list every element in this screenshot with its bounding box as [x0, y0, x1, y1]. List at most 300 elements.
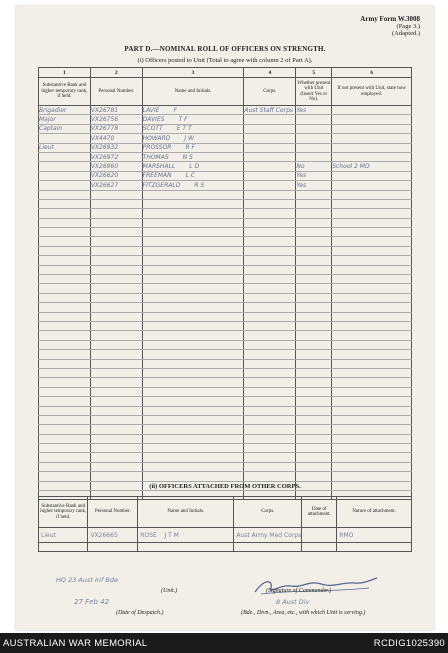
surname: MARSHALL	[142, 163, 176, 171]
officers-attached-table	[38, 496, 412, 552]
present-cell	[296, 265, 332, 274]
initials: J T M	[164, 531, 179, 539]
rank-cell: Brigadier	[39, 106, 91, 115]
corps-cell	[244, 134, 296, 143]
table-row	[39, 528, 412, 543]
employed-cell	[332, 350, 412, 359]
present-cell	[296, 312, 332, 321]
blank-row	[39, 378, 412, 387]
blank-row	[39, 350, 412, 359]
part-d-subtitle: (i) Officers posted to Unit (Total to agree with column 2 of Part A).	[137, 57, 313, 64]
name-cell	[142, 162, 244, 171]
corps-cell	[244, 190, 296, 199]
employed-cell	[332, 397, 412, 406]
header-nature-attachment: Nature of attachment.	[337, 497, 412, 528]
present-cell	[296, 462, 332, 471]
personal-number-cell	[90, 462, 142, 471]
personal-number-cell	[90, 190, 142, 199]
column-number: 6	[332, 68, 412, 78]
employed-cell	[332, 425, 412, 434]
present-cell	[296, 218, 332, 227]
form-sheet	[16, 6, 434, 630]
corps-cell	[244, 359, 296, 368]
name-cell	[142, 453, 244, 462]
corps-cell	[244, 453, 296, 462]
nature-cell: RMO	[337, 528, 412, 543]
employed-cell	[332, 293, 412, 302]
personal-number-cell	[90, 444, 142, 453]
rank-cell	[39, 350, 91, 359]
blank-row	[39, 425, 412, 434]
blank-row	[39, 228, 412, 237]
employed-cell	[332, 115, 412, 124]
blank-row	[39, 444, 412, 453]
present-cell: Yes	[296, 181, 332, 190]
employed-cell	[332, 406, 412, 415]
employed-cell	[332, 303, 412, 312]
column-number-row	[39, 68, 412, 78]
personal-number-cell	[90, 228, 142, 237]
unit-handwritten: HQ 23 Aust Inf Bde	[56, 576, 118, 584]
employed-cell	[332, 134, 412, 143]
rank-cell: Lieut	[39, 143, 91, 152]
rank-cell	[39, 425, 91, 434]
name-cell	[142, 321, 244, 330]
rank-cell: Captain	[39, 124, 91, 133]
name-cell	[142, 312, 244, 321]
rank-cell	[39, 303, 91, 312]
employed-cell	[332, 321, 412, 330]
rank-cell	[39, 190, 91, 199]
corps-cell	[244, 378, 296, 387]
employed-cell	[332, 453, 412, 462]
table-row	[39, 106, 412, 115]
header-rank: Substantive Rank and higher temporary rank, if held.	[39, 497, 88, 528]
employed-cell	[332, 434, 412, 443]
name-cell	[142, 378, 244, 387]
corps-cell	[244, 321, 296, 330]
personal-number-cell	[90, 406, 142, 415]
blank-row	[39, 209, 412, 218]
corps-cell	[244, 246, 296, 255]
personal-number-cell: VX26778	[90, 124, 142, 133]
name-cell	[142, 106, 244, 115]
employed-cell	[332, 284, 412, 293]
employed-cell	[332, 209, 412, 218]
personal-number-cell	[90, 265, 142, 274]
employed-cell	[332, 152, 412, 161]
name-cell	[142, 284, 244, 293]
name-cell	[142, 134, 244, 143]
employed-cell	[332, 368, 412, 377]
initials: L C	[185, 172, 196, 180]
name-cell	[142, 209, 244, 218]
header-employed: If not present with Unit, state how employed.	[332, 78, 412, 106]
corps-cell	[244, 406, 296, 415]
corps-cell	[244, 171, 296, 180]
surname: ROSE	[140, 531, 157, 539]
blank-row	[39, 543, 412, 552]
name-cell	[142, 218, 244, 227]
surname: LAVIE	[142, 106, 160, 114]
rank-cell	[39, 472, 91, 481]
present-cell	[296, 415, 332, 424]
rank-cell	[39, 181, 91, 190]
employed-cell	[332, 171, 412, 180]
blank-row	[39, 359, 412, 368]
present-cell	[296, 152, 332, 161]
header-name: Name and Initials.	[142, 78, 244, 106]
corps-cell	[244, 228, 296, 237]
archive-bar	[0, 633, 448, 653]
rank-cell	[39, 359, 91, 368]
present-cell	[296, 190, 332, 199]
blank-row	[39, 218, 412, 227]
rank-cell	[39, 387, 91, 396]
present-cell	[296, 124, 332, 133]
employed-cell	[332, 256, 412, 265]
name-cell	[142, 359, 244, 368]
table-row	[39, 124, 412, 133]
surname: THOMAS	[142, 153, 169, 161]
present-cell	[296, 275, 332, 284]
blank-row	[39, 397, 412, 406]
personal-number-cell	[90, 340, 142, 349]
name-cell	[142, 293, 244, 302]
present-cell	[296, 115, 332, 124]
adapted-note: (Adapted.)	[392, 30, 420, 37]
name-cell	[142, 143, 244, 152]
corps-cell	[244, 472, 296, 481]
employed-cell	[332, 359, 412, 368]
blank-row	[39, 312, 412, 321]
present-cell	[296, 472, 332, 481]
name-cell	[142, 425, 244, 434]
rank-cell	[39, 228, 91, 237]
employed-cell	[332, 265, 412, 274]
table-row	[39, 143, 412, 152]
personal-number-cell	[90, 321, 142, 330]
rank-cell	[39, 415, 91, 424]
column-number: 5	[296, 68, 332, 78]
rank-cell	[39, 444, 91, 453]
name-cell	[142, 444, 244, 453]
present-cell	[296, 359, 332, 368]
blank-row	[39, 293, 412, 302]
column-number: 2	[90, 68, 142, 78]
date-caption: (Date of Despatch.)	[116, 610, 164, 616]
corps-cell	[244, 387, 296, 396]
personal-number-cell	[90, 415, 142, 424]
personal-number-cell	[90, 472, 142, 481]
employed-cell	[332, 143, 412, 152]
blank-row	[39, 406, 412, 415]
name-cell	[142, 171, 244, 180]
blank-row	[39, 246, 412, 255]
present-cell: Yes	[296, 106, 332, 115]
name-cell	[142, 152, 244, 161]
blank-row	[39, 368, 412, 377]
name-cell	[142, 256, 244, 265]
rank-cell	[39, 209, 91, 218]
personal-number-cell	[90, 312, 142, 321]
corps-cell	[244, 218, 296, 227]
personal-number-cell: VX26627	[90, 181, 142, 190]
initials: N S	[182, 153, 193, 161]
name-cell	[142, 115, 244, 124]
present-cell	[296, 406, 332, 415]
rank-cell	[39, 218, 91, 227]
blank-row	[39, 462, 412, 471]
corps-cell	[244, 162, 296, 171]
present-cell	[296, 134, 332, 143]
blank-row	[39, 303, 412, 312]
personal-number-cell	[90, 425, 142, 434]
name-cell	[142, 350, 244, 359]
present-cell	[296, 209, 332, 218]
name-cell	[142, 368, 244, 377]
present-cell: No	[296, 162, 332, 171]
employed-cell	[332, 181, 412, 190]
initials: R S	[194, 181, 205, 189]
rank-cell	[39, 199, 91, 208]
blank-row	[39, 237, 412, 246]
present-cell	[296, 199, 332, 208]
name-cell	[142, 190, 244, 199]
employed-cell	[332, 237, 412, 246]
personal-number-cell: VX4470	[90, 134, 142, 143]
present-cell	[296, 293, 332, 302]
table-row	[39, 162, 412, 171]
header-personal-number: Personal Number.	[90, 78, 142, 106]
personal-number-cell: VX26960	[90, 162, 142, 171]
name-cell	[142, 331, 244, 340]
rank-cell	[39, 462, 91, 471]
archive-name: AUSTRALIAN WAR MEMORIAL	[3, 638, 148, 649]
corps-cell	[244, 312, 296, 321]
name-cell	[142, 472, 244, 481]
blank-row	[39, 415, 412, 424]
personal-number-cell	[90, 284, 142, 293]
personal-number-cell	[90, 246, 142, 255]
employed-cell	[332, 340, 412, 349]
area-handwritten: 8 Aust Div	[276, 598, 310, 606]
initials: F	[173, 106, 177, 114]
present-cell	[296, 453, 332, 462]
rank-cell	[39, 237, 91, 246]
employed-cell	[332, 415, 412, 424]
present-cell: Yes	[296, 171, 332, 180]
table-row	[39, 171, 412, 180]
present-cell	[296, 444, 332, 453]
present-cell	[296, 425, 332, 434]
present-cell	[296, 378, 332, 387]
form-footer	[16, 566, 434, 626]
initials: T F	[178, 116, 188, 124]
corps-cell	[244, 303, 296, 312]
personal-number-cell: VX26756	[90, 115, 142, 124]
personal-number-cell	[90, 256, 142, 265]
employed-cell	[332, 199, 412, 208]
corps-cell	[244, 209, 296, 218]
corps-cell	[244, 275, 296, 284]
rank-cell	[39, 378, 91, 387]
corps-cell	[244, 115, 296, 124]
corps-cell	[244, 415, 296, 424]
corps-cell	[244, 434, 296, 443]
corps-cell	[244, 462, 296, 471]
page-number: (Page 3.)	[396, 23, 420, 30]
blank-row	[39, 340, 412, 349]
present-cell	[296, 331, 332, 340]
employed-cell	[332, 378, 412, 387]
employed-cell	[332, 246, 412, 255]
personal-number-cell: VX26781	[90, 106, 142, 115]
present-cell	[296, 303, 332, 312]
corps-cell	[244, 425, 296, 434]
present-cell	[296, 237, 332, 246]
blank-row	[39, 453, 412, 462]
personal-number-cell	[90, 237, 142, 246]
header-rank: Substantive Rank and higher temporary rank, if held.	[39, 78, 91, 106]
archive-id: RCDIG1025390	[373, 638, 445, 649]
name-cell	[142, 462, 244, 471]
surname: DAVIES	[142, 116, 165, 124]
name-cell	[142, 397, 244, 406]
personal-number-cell	[90, 331, 142, 340]
blank-row	[39, 472, 412, 481]
name-cell	[142, 387, 244, 396]
personal-number-cell	[90, 209, 142, 218]
corps-cell	[244, 237, 296, 246]
name-cell	[142, 124, 244, 133]
blank-row	[39, 387, 412, 396]
header-personal-number: Personal Number.	[88, 497, 138, 528]
corps-cell	[244, 368, 296, 377]
rank-cell	[39, 171, 91, 180]
rank-cell	[39, 256, 91, 265]
rank-cell	[39, 293, 91, 302]
initials: J W	[184, 134, 195, 142]
name-cell	[142, 434, 244, 443]
personal-number-cell	[90, 453, 142, 462]
corps-cell: Aust Staff Corps	[244, 106, 296, 115]
present-cell	[296, 321, 332, 330]
employed-cell	[332, 312, 412, 321]
personal-number-cell	[90, 293, 142, 302]
corps-cell	[244, 350, 296, 359]
blank-row	[39, 331, 412, 340]
present-cell	[296, 228, 332, 237]
employed-cell	[332, 472, 412, 481]
personal-number-cell	[90, 368, 142, 377]
area-caption: (Bde., Divn., Area, etc., with which Unit is serving.)	[241, 610, 366, 616]
part-d2-title: (ii) OFFICERS ATTACHED FROM OTHER CORPS.	[149, 483, 301, 490]
employed-cell	[332, 331, 412, 340]
rank-cell	[39, 453, 91, 462]
present-cell	[296, 434, 332, 443]
rank-cell: Lieut	[39, 528, 88, 543]
table-row	[39, 152, 412, 161]
personal-number-cell	[90, 378, 142, 387]
column-number: 3	[142, 68, 244, 78]
blank-row	[39, 434, 412, 443]
present-cell	[296, 340, 332, 349]
rank-cell	[39, 284, 91, 293]
initials: L D	[189, 163, 200, 171]
present-cell	[296, 368, 332, 377]
rank-cell	[39, 246, 91, 255]
rank-cell	[39, 162, 91, 171]
employed-cell	[332, 462, 412, 471]
present-cell	[296, 397, 332, 406]
surname: HOWARD	[142, 134, 171, 142]
personal-number-cell	[90, 303, 142, 312]
employed-cell	[332, 218, 412, 227]
header-corps: Corps.	[244, 78, 296, 106]
header-row	[39, 78, 412, 106]
rank-cell	[39, 368, 91, 377]
rank-cell	[39, 152, 91, 161]
employed-cell	[332, 124, 412, 133]
blank-row	[39, 284, 412, 293]
part-d-title: PART D.—NOMINAL ROLL OF OFFICERS ON STRENGTH.	[124, 45, 326, 53]
present-cell	[296, 350, 332, 359]
signature-caption: (Signature of Commander.)	[266, 588, 332, 594]
corps-cell	[244, 284, 296, 293]
personal-number-cell	[90, 350, 142, 359]
personal-number-cell	[90, 397, 142, 406]
employed-cell: School 2 MD	[332, 162, 412, 171]
surname: FREEMAN	[142, 172, 172, 180]
present-cell	[296, 256, 332, 265]
present-cell	[296, 284, 332, 293]
column-number: 4	[244, 68, 296, 78]
corps-cell	[244, 256, 296, 265]
name-cell	[142, 415, 244, 424]
name-cell	[142, 228, 244, 237]
rank-cell	[39, 397, 91, 406]
corps-cell	[244, 397, 296, 406]
surname: PROSSOR	[142, 144, 172, 152]
army-form-number: Army Form W.3008	[360, 15, 420, 23]
rank-cell	[39, 340, 91, 349]
employed-cell	[332, 190, 412, 199]
corps-cell: Aust Army Med Corps	[234, 528, 302, 543]
corps-cell	[244, 143, 296, 152]
table-row	[39, 181, 412, 190]
personal-number-cell: VX26665	[88, 528, 138, 543]
corps-cell	[244, 152, 296, 161]
personal-number-cell: VX26972	[90, 152, 142, 161]
employed-cell	[332, 106, 412, 115]
personal-number-cell	[90, 275, 142, 284]
header-corps: Corps.	[234, 497, 302, 528]
rank-cell	[39, 312, 91, 321]
surname: FITZGERALD	[142, 181, 181, 189]
blank-row	[39, 190, 412, 199]
blank-row	[39, 275, 412, 284]
corps-cell	[244, 444, 296, 453]
date-cell	[302, 528, 337, 543]
corps-cell	[244, 199, 296, 208]
employed-cell	[332, 275, 412, 284]
name-cell	[142, 199, 244, 208]
blank-row	[39, 321, 412, 330]
name-cell	[142, 303, 244, 312]
name-cell	[142, 237, 244, 246]
name-cell	[142, 340, 244, 349]
